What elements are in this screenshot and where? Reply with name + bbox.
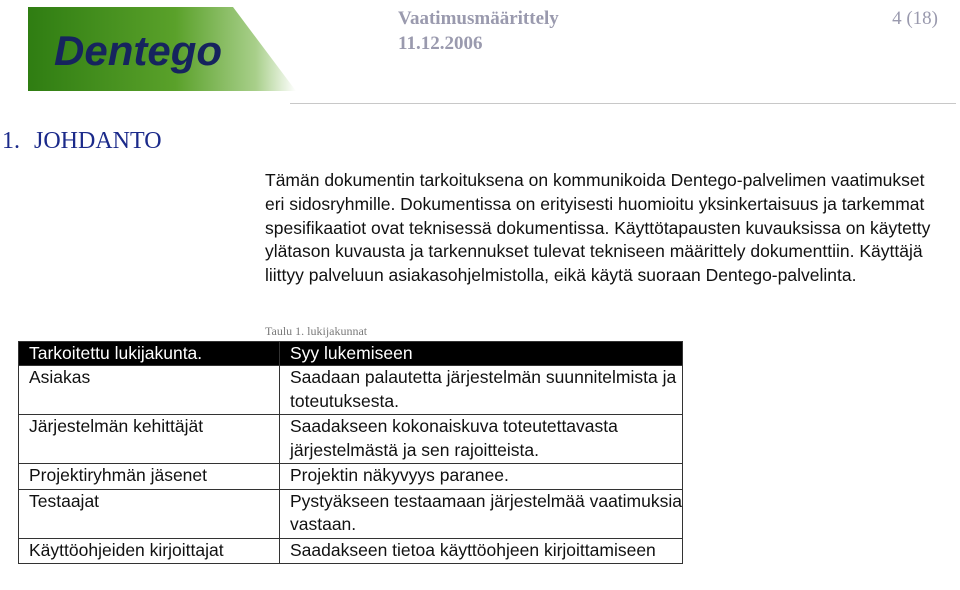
table-row xyxy=(19,366,683,415)
intro-text xyxy=(265,169,945,288)
document-title: Vaatimusmäärittely xyxy=(398,8,559,29)
page-number: 4 (18) xyxy=(892,8,938,29)
table-row xyxy=(19,464,683,490)
table-row xyxy=(19,415,683,464)
intro-paragraph: Tämän dokumentin tarkoituksena on kommunikoida Dentego-palvelimen vaatimukset eri sidosryhmille. Dokumentissa on erityisesti huomioitu yksinkertaisuus ja tarkemmat spesifikaatiot ovat teknisessä dokumentissa. Käyttötapausten kuvauksissa on käytetty ylätason kuvausta ja tarkennukset tulevat tekniseen määrittely dokumenttiin. Käyttäjä liittyy palveluun asiakasohjelmistolla, eikä käytä suoraan Dentego-palvelinta. xyxy=(265,170,931,286)
reader-cell: Järjestelmän kehittäjät xyxy=(19,415,280,464)
section-title: JOHDANTO xyxy=(34,128,162,154)
dentego-logo xyxy=(28,7,296,91)
section-number: 1. xyxy=(2,128,20,154)
header-divider xyxy=(290,103,956,104)
column-header-reason: Syy lukemiseen xyxy=(280,342,683,366)
table-caption: Taulu 1. lukijakunnat xyxy=(265,324,368,338)
section-heading xyxy=(2,128,162,155)
reader-cell: Testaajat xyxy=(19,489,280,538)
reason-cell: Saadakseen tietoa käyttöohjeen kirjoittamiseen xyxy=(280,538,683,564)
readership-table xyxy=(18,341,683,564)
reason-cell: Saadaan palautetta järjestelmän suunnitelmista ja toteutuksesta. xyxy=(280,366,683,415)
table-header-row xyxy=(19,342,683,366)
table-row xyxy=(19,489,683,538)
reader-cell: Projektiryhmän jäsenet xyxy=(19,464,280,490)
column-header-readership: Tarkoitettu lukijakunta. xyxy=(19,342,280,366)
reader-cell: Käyttöohjeiden kirjoittajat xyxy=(19,538,280,564)
table-row xyxy=(19,538,683,564)
reason-cell: Pystyäkseen testaamaan järjestelmää vaatimuksia vastaan. xyxy=(280,489,683,538)
reason-cell: Saadakseen kokonaiskuva toteutettavasta järjestelmästä ja sen rajoitteista. xyxy=(280,415,683,464)
svg-text:Dentego: Dentego xyxy=(54,27,222,74)
reader-cell: Asiakas xyxy=(19,366,280,415)
document-date: 11.12.2006 xyxy=(398,33,483,54)
reason-cell: Projektin näkyvyys paranee. xyxy=(280,464,683,490)
